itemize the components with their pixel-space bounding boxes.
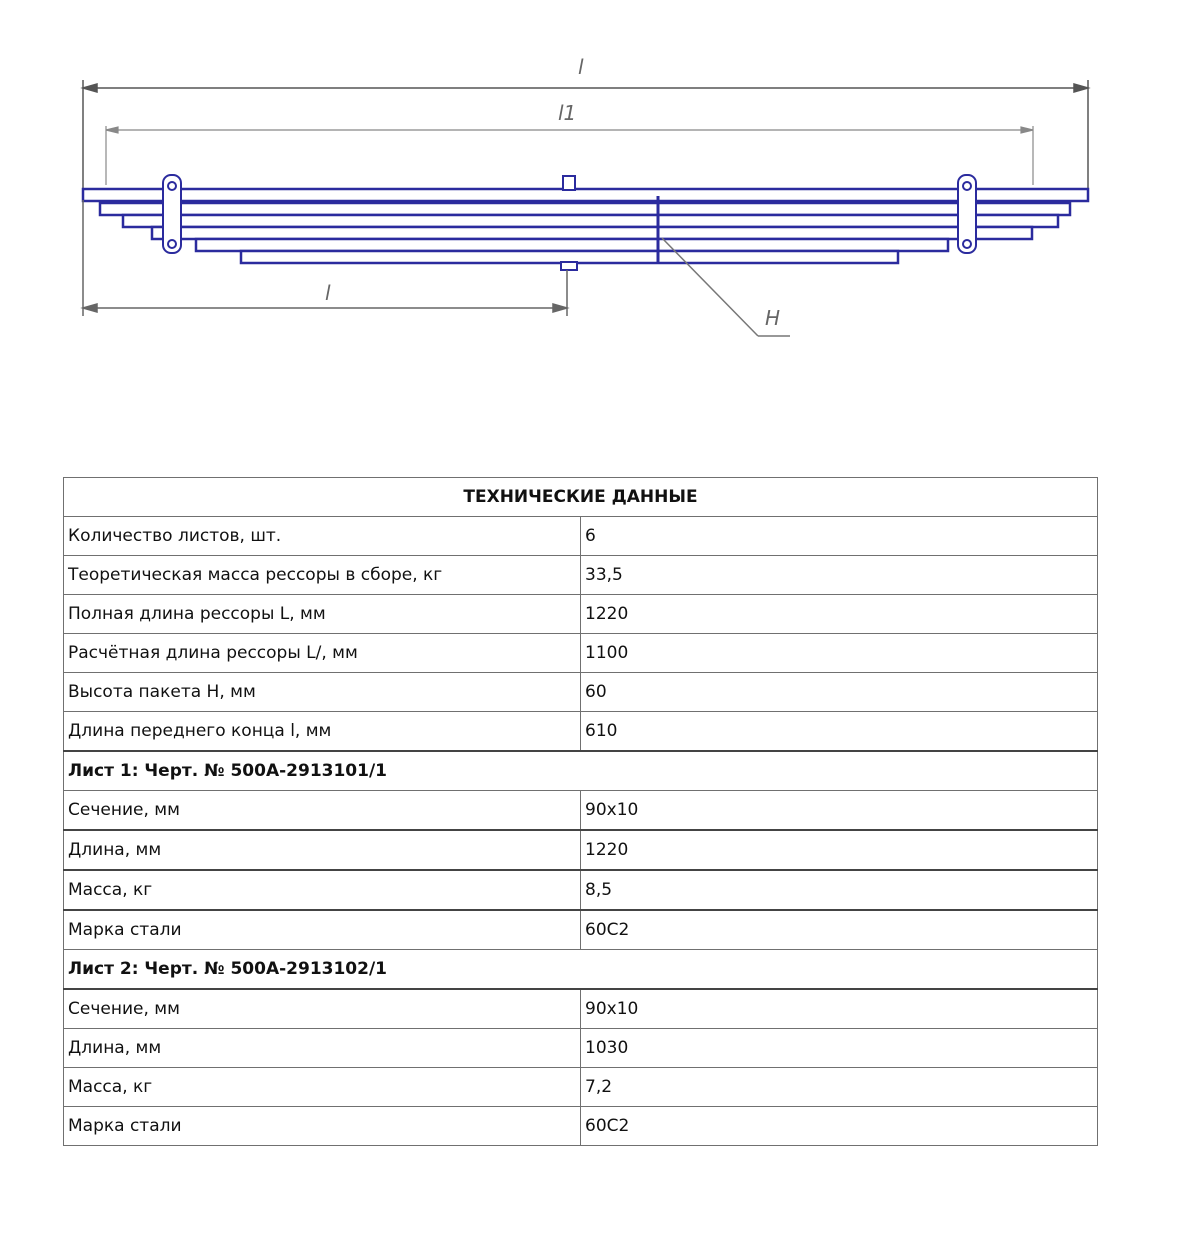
table-row: [64, 989, 1098, 1029]
spring-leaves: [83, 189, 1088, 263]
row-value: 7,2: [581, 1068, 1098, 1107]
row-value: 610: [581, 712, 1098, 752]
row-value: 6: [581, 517, 1098, 556]
row-label: Длина, мм: [64, 1029, 581, 1068]
table-row: [64, 1029, 1098, 1068]
table-row: [64, 910, 1098, 950]
row-label: Марка стали: [64, 910, 581, 950]
table-row: [64, 830, 1098, 870]
label-h: H: [765, 306, 781, 330]
row-value: 1220: [581, 830, 1098, 870]
table-row: [64, 712, 1098, 752]
left-clamp: [163, 175, 181, 253]
row-label: Марка стали: [64, 1107, 581, 1146]
row-value: 1030: [581, 1029, 1098, 1068]
row-label: Длина, мм: [64, 830, 581, 870]
row-label: Полная длина рессоры L, мм: [64, 595, 581, 634]
row-value: 60С2: [581, 1107, 1098, 1146]
row-label: Масса, кг: [64, 1068, 581, 1107]
row-value: 8,5: [581, 870, 1098, 910]
table-row: [64, 556, 1098, 595]
leaf-spring-drawing: [0, 0, 1200, 360]
table-row: [64, 791, 1098, 831]
label-l1: l1: [558, 101, 577, 125]
row-label: Теоретическая масса рессоры в сборе, кг: [64, 556, 581, 595]
label-l-top: l: [578, 55, 584, 79]
row-label: Сечение, мм: [64, 791, 581, 831]
row-value: 90х10: [581, 989, 1098, 1029]
sheet-2-title: Лист 2: Черт. № 500А-2913102/1: [64, 950, 1098, 990]
technical-data-table: [63, 477, 1098, 1146]
row-value: 60С2: [581, 910, 1098, 950]
row-label: Высота пакета H, мм: [64, 673, 581, 712]
row-label: Длина переднего конца l, мм: [64, 712, 581, 752]
table-row: [64, 673, 1098, 712]
row-label: Сечение, мм: [64, 989, 581, 1029]
row-value: 60: [581, 673, 1098, 712]
table-title: ТЕХНИЧЕСКИЕ ДАННЫЕ: [64, 478, 1098, 517]
table-row: [64, 1068, 1098, 1107]
sheet-2-header: [64, 950, 1098, 990]
sheet-1-header: [64, 751, 1098, 791]
sheet-1-title: Лист 1: Черт. № 500А-2913101/1: [64, 751, 1098, 791]
row-label: Количество листов, шт.: [64, 517, 581, 556]
label-l-bottom: l: [325, 281, 331, 305]
table-row: [64, 870, 1098, 910]
row-value: 90х10: [581, 791, 1098, 831]
dimension-total-length: [83, 80, 1088, 190]
table-row: [64, 634, 1098, 673]
row-label: Масса, кг: [64, 870, 581, 910]
row-value: 1220: [581, 595, 1098, 634]
table-row: [64, 517, 1098, 556]
row-value: 33,5: [581, 556, 1098, 595]
table-row: [64, 595, 1098, 634]
right-clamp: [958, 175, 976, 253]
row-label: Расчётная длина рессоры L/, мм: [64, 634, 581, 673]
table-row: [64, 1107, 1098, 1146]
row-value: 1100: [581, 634, 1098, 673]
